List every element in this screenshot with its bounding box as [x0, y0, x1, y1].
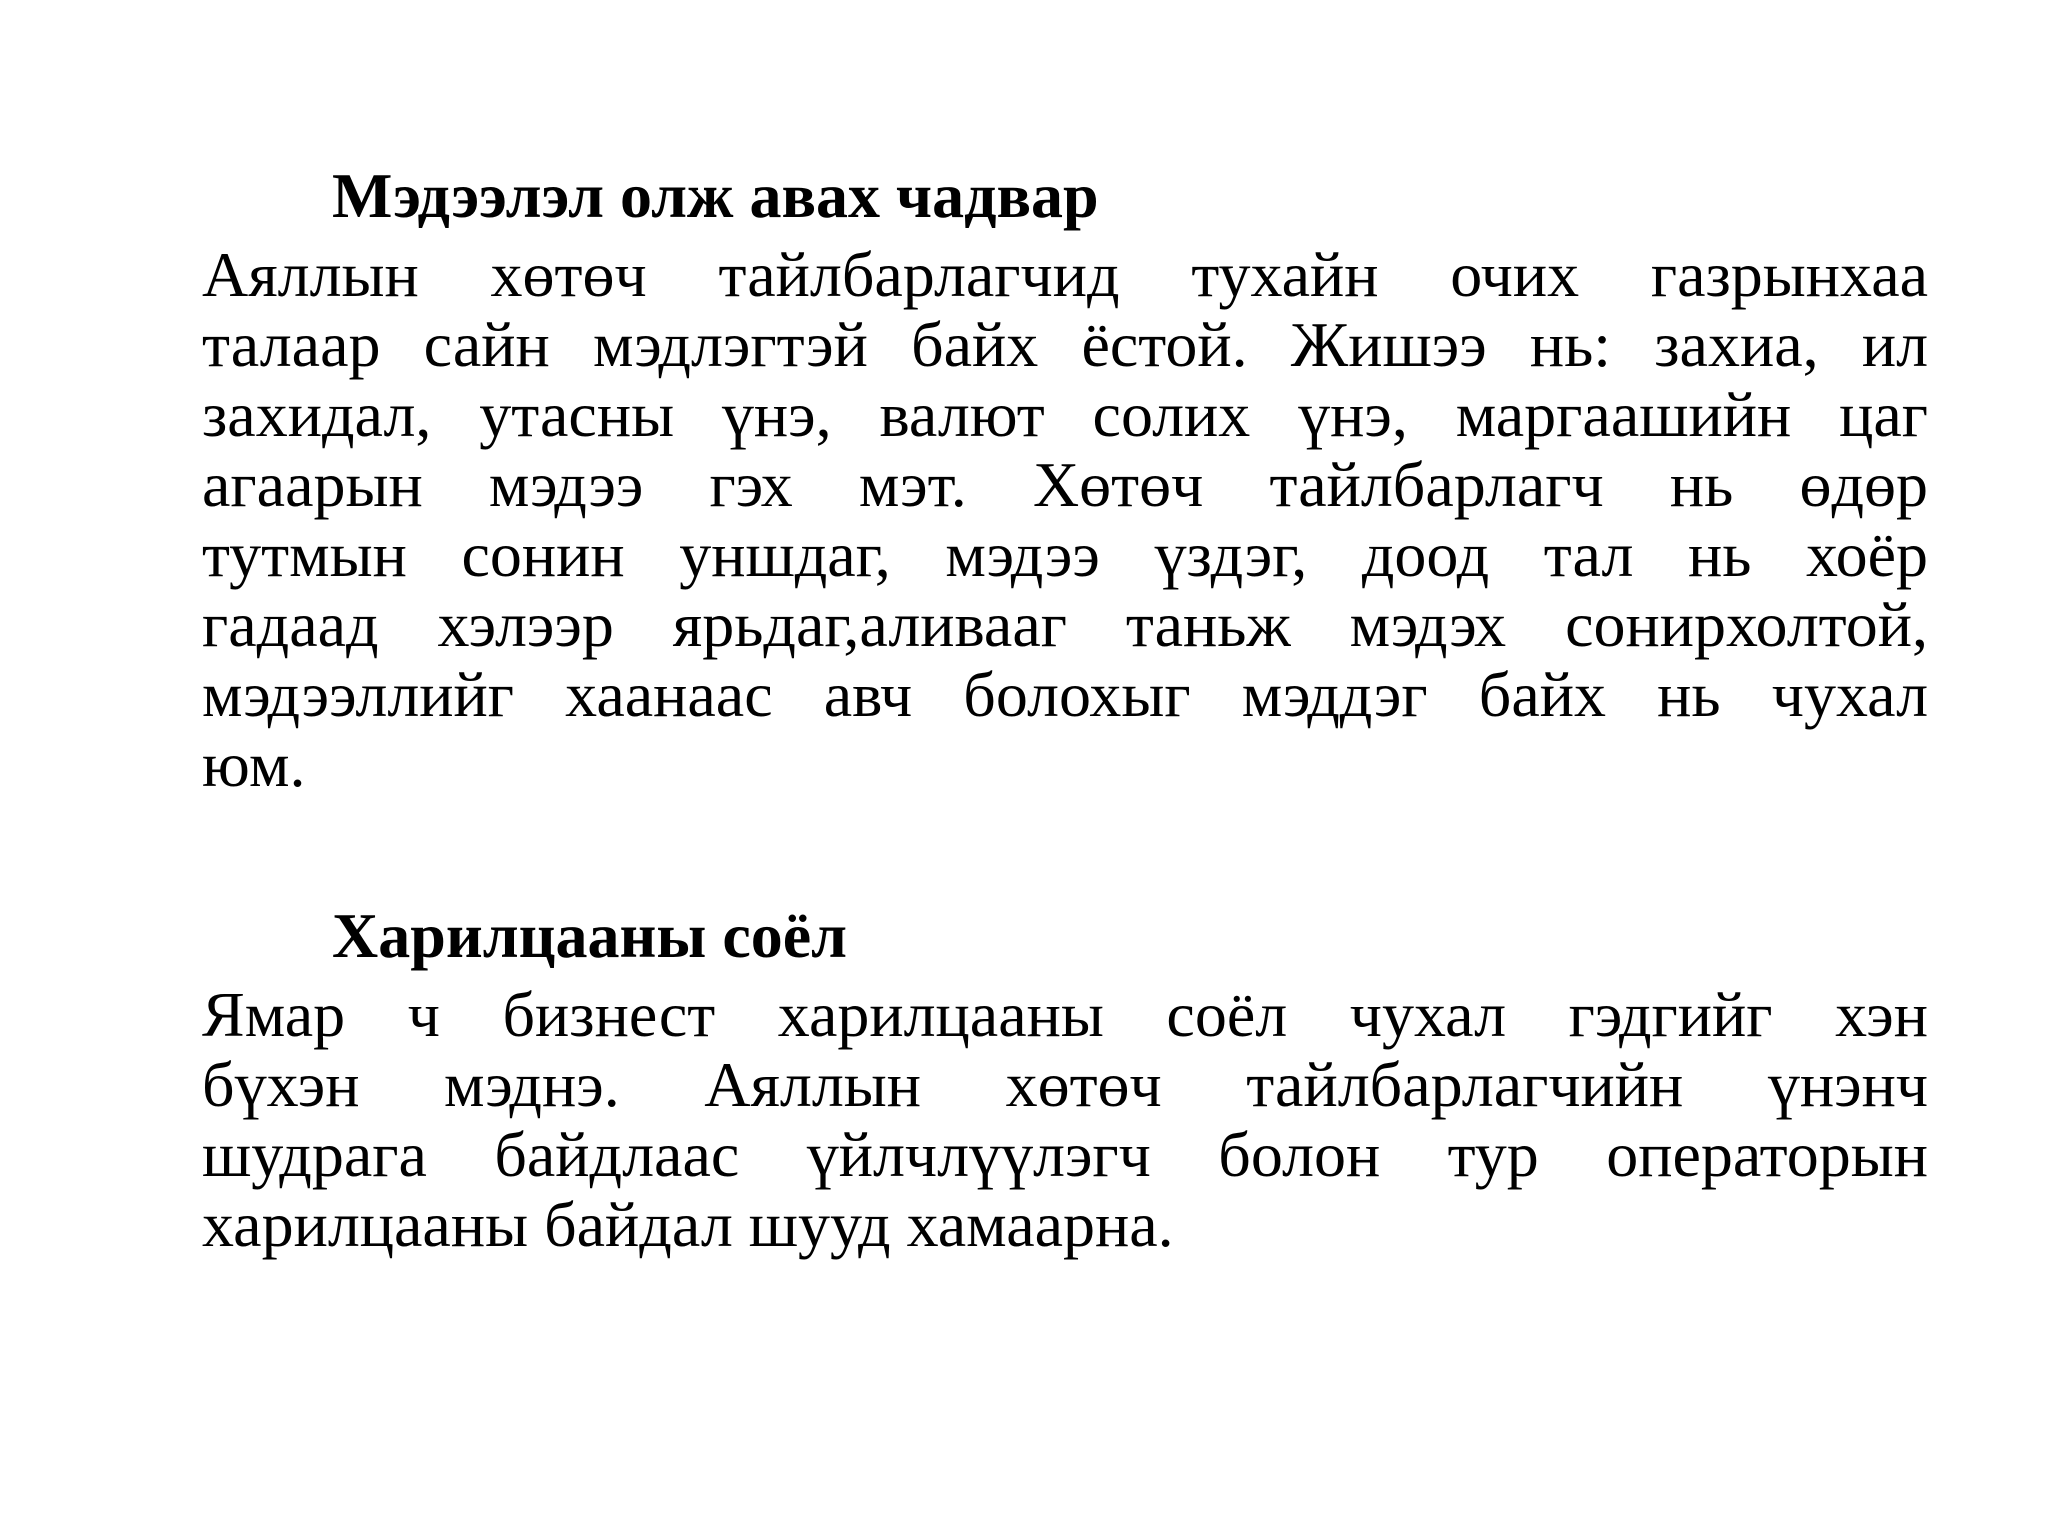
paragraph-line: Аяллын хөтөч тайлбарлагчид тухайн очих газрынхаа	[202, 239, 1928, 310]
section-heading-communication-culture: Харилцааны соёл	[332, 900, 848, 971]
paragraph-line: Ямар ч бизнест харилцааны соёл чухал гэдгийг хэн	[202, 979, 1928, 1050]
paragraph-line: харилцааны байдал шууд хамаарна.	[202, 1189, 1174, 1260]
section-paragraph-information-skill	[202, 240, 1928, 800]
paragraph-line: бүхэн мэднэ. Аяллын хөтөч тайлбарлагчийн үнэнч	[202, 1049, 1928, 1120]
paragraph-line: гадаад хэлээр ярьдаг,аливааг таньж мэдэх сонирхолтой,	[202, 589, 1928, 660]
section-paragraph-communication-culture	[202, 980, 1928, 1260]
paragraph-line: мэдээллийг хаанаас авч болохыг мэддэг байх нь чухал	[202, 659, 1928, 730]
paragraph-line: юм.	[202, 729, 306, 800]
paragraph-line: талаар сайн мэдлэгтэй байх ёстой. Жишээ нь: захиа, ил	[202, 309, 1928, 380]
paragraph-line: тутмын сонин уншдаг, мэдээ үздэг, доод тал нь хоёр	[202, 519, 1928, 590]
paragraph-line: захидал, утасны үнэ, валют солих үнэ, маргаашийн цаг	[202, 379, 1928, 450]
paragraph-line: шудрага байдлаас үйлчлүүлэгч болон тур операторын	[202, 1119, 1928, 1190]
paragraph-line: агаарын мэдээ гэх мэт. Хөтөч тайлбарлагч нь өдөр	[202, 449, 1928, 520]
section-heading-information-skill: Мэдээлэл олж авах чадвар	[332, 160, 1099, 231]
